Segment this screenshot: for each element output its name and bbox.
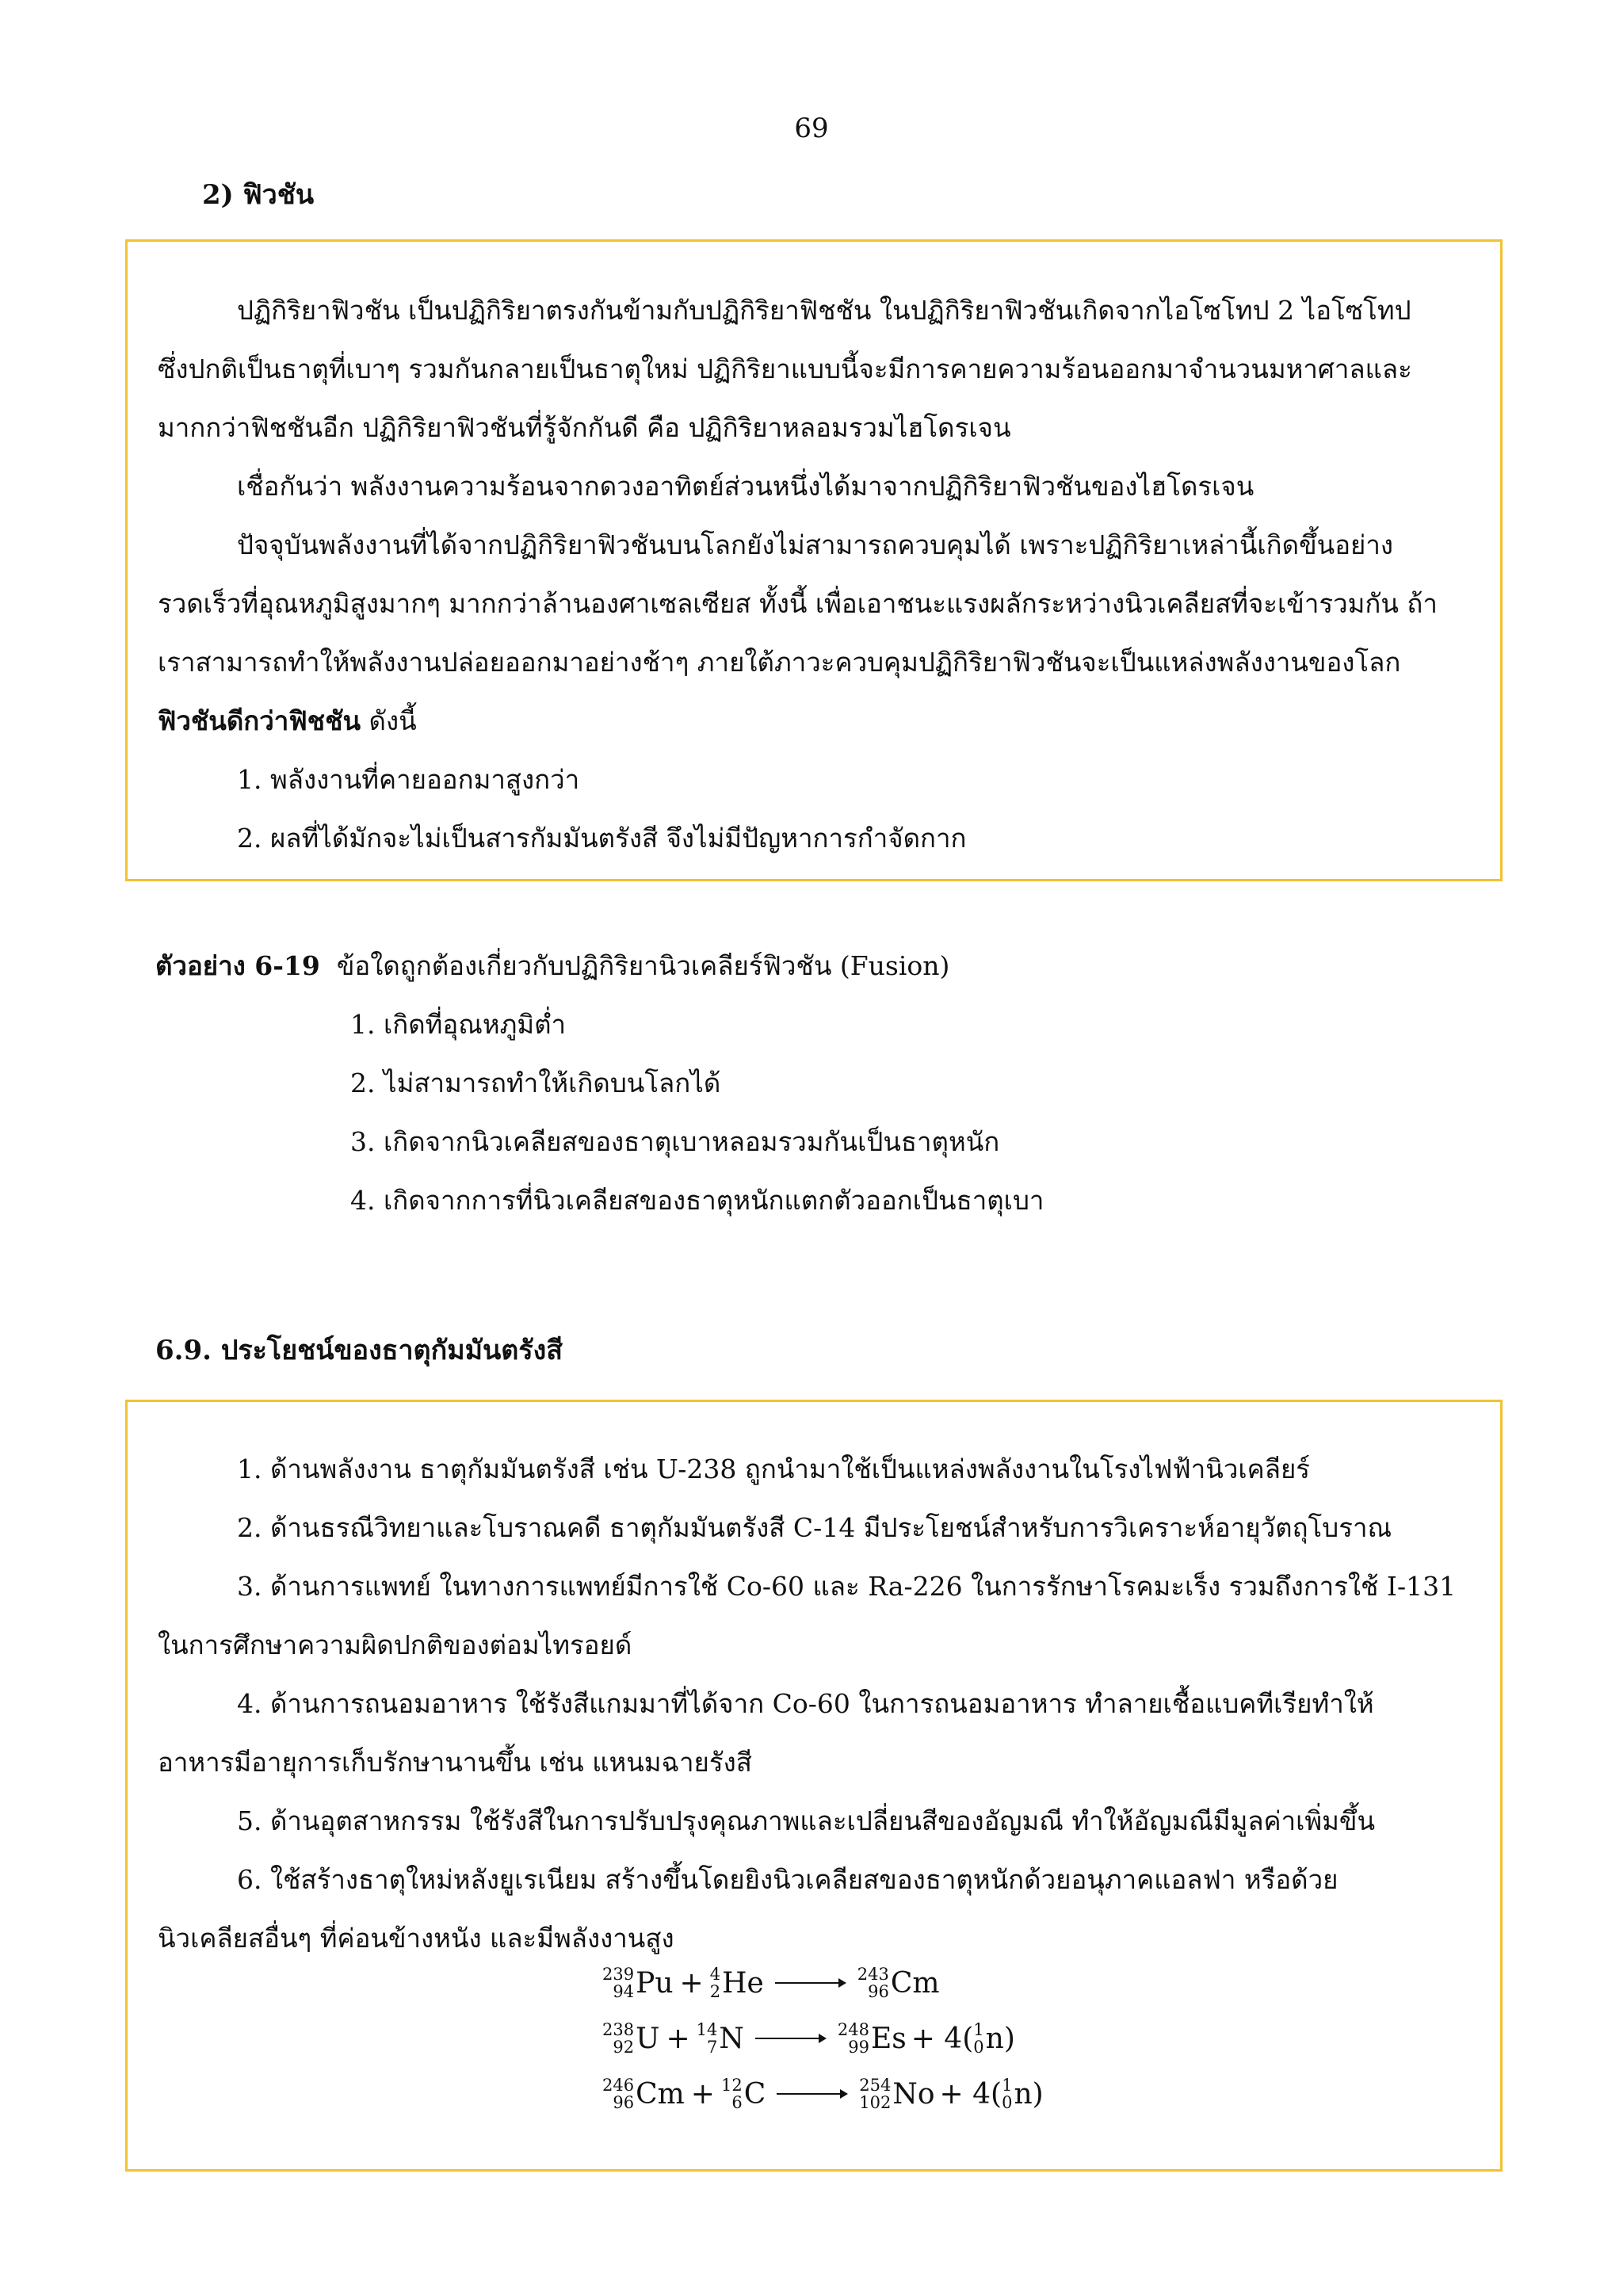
- fusion-better-line: [158, 700, 417, 742]
- example-label: ตัวอย่าง 6-19: [155, 950, 320, 981]
- uses-heading: 6.9. ประโยชน์ของธาตุกัมมันตรังสี: [155, 1335, 563, 1366]
- reaction-arrow: [775, 1969, 846, 1997]
- fusion-point: 1. พลังงานที่คายออกมาสูงกว่า: [237, 764, 580, 795]
- uses-line: 3. ด้านการแพทย์ ในทางการแพทย์มีการใช้ Co-60 และ Ra-226 ในการรักษาโรคมะเร็ง รวมถึงการใช้ I-131: [237, 1571, 1457, 1602]
- uses-line: อาหารมีอายุการเก็บรักษานานขึ้น เช่น แหนมฉายรังสี: [158, 1747, 752, 1778]
- nuclide: 1 0 n: [973, 2020, 1004, 2057]
- fusion-line: รวดเร็วที่อุณหภูมิสูงมากๆ มากกว่าล้านองศาเซลเซียส ทั้งนี้ เพื่อเอาชนะแรงผลักระหว่างนิวเคลียสที่จะเข้ารวมกัน ถ้า: [158, 588, 1438, 619]
- nuclide: 14 7 N: [696, 2020, 744, 2057]
- fusion-line: เราสามารถทำให้พลังงานปล่อยออกมาอย่างช้าๆ ภายใต้ภาวะควบคุมปฏิกิริยาฟิวชันจะเป็นแหล่งพลังงานของโลก: [158, 647, 1401, 678]
- nuclide: 238 92 U: [602, 2020, 660, 2057]
- nuclear-equation-3: 246 96 Cm + 12 6 C 254 102 No + 4( 1 0 n ): [602, 2076, 1044, 2112]
- fusion-better-rest: ดังนี้: [361, 705, 417, 736]
- uses-line: 5. ด้านอุตสาหกรรม ใช้รังสีในการปรับปรุงคุณภาพและเปลี่ยนสีของอัญมณี ทำให้อัญมณีมีมูลค่าเพิ่มขึ้น: [237, 1805, 1376, 1836]
- plus-sign: +: [679, 1966, 704, 2000]
- nuclear-equation-2: 238 92 U + 14 7 N 248 99 Es + 4( 1 0 n ): [602, 2020, 1015, 2057]
- uses-line: 2. ด้านธรณีวิทยาและโบราณคดี ธาตุกัมมันตรังสี C-14 มีประโยชน์สำหรับการวิเคราะห์อายุวัตถุโบราณ: [237, 1512, 1392, 1543]
- reaction-arrow: [777, 2080, 848, 2108]
- fusion-line: ปฏิกิริยาฟิวชัน เป็นปฏิกิริยาตรงกันข้ามกับปฏิกิริยาฟิชชัน ในปฏิกิริยาฟิวชันเกิดจากไอโซโทป 2 ไอโซโทป: [237, 295, 1411, 326]
- fusion-better-bold: ฟิวชันดีกว่าฟิชชัน: [158, 705, 361, 736]
- nuclide: 243 96 Cm: [857, 1965, 940, 2001]
- example-choice: 1. เกิดที่อุณหภูมิต่ำ: [350, 1009, 567, 1040]
- nuclide: 239 94 Pu: [602, 1965, 674, 2001]
- fusion-box: [125, 239, 1503, 881]
- page-number: 69: [794, 113, 829, 144]
- uses-line: 1. ด้านพลังงาน ธาตุกัมมันตรังสี เช่น U-238 ถูกนำมาใช้เป็นแหล่งพลังงานในโรงไฟฟ้านิวเคลียร์: [237, 1454, 1310, 1484]
- nuclide: 248 99 Es: [837, 2020, 907, 2057]
- nuclide: 4 2 He: [709, 1965, 764, 2001]
- fusion-point: 2. ผลที่ได้มักจะไม่เป็นสารกัมมันตรังสี จึงไม่มีปัญหาการกำจัดกาก: [237, 823, 967, 854]
- nuclide: 1 0 n: [1002, 2076, 1033, 2112]
- example-choice: 2. ไม่สามารถทำให้เกิดบนโลกได้: [350, 1068, 721, 1098]
- fusion-line: ปัจจุบันพลังงานที่ได้จากปฏิกิริยาฟิวชันบนโลกยังไม่สามารถควบคุมได้ เพราะปฏิกิริยาเหล่านี้เกิดขึ้นอย่าง: [237, 529, 1393, 560]
- fusion-line: ซึ่งปกติเป็นธาตุที่เบาๆ รวมกันกลายเป็นธาตุใหม่ ปฏิกิริยาแบบนี้จะมีการคายความร้อนออกมาจำนวนมหาศาลและ: [158, 353, 1412, 384]
- plus-sign: +: [690, 2077, 715, 2111]
- uses-line: 4. ด้านการถนอมอาหาร ใช้รังสีแกมมาที่ได้จาก Co-60 ในการถนอมอาหาร ทำลายเชื้อแบคทีเรียทำให้: [237, 1688, 1374, 1719]
- uses-line: นิวเคลียสอื่นๆ ที่ค่อนข้างหนัง และมีพลังงานสูง: [158, 1923, 674, 1954]
- nuclide: 254 102 No: [859, 2076, 935, 2112]
- uses-line: 6. ใช้สร้างธาตุใหม่หลังยูเรเนียม สร้างขึ้นโดยยิงนิวเคลียสของธาตุหนักด้วยอนุภาคแอลฟา หรือด้วย: [237, 1864, 1338, 1895]
- fusion-line: มากกว่าฟิชชันอีก ปฏิกิริยาฟิวชันที่รู้จักกันดี คือ ปฏิกิริยาหลอมรวมไฮโดรเจน: [158, 412, 1011, 443]
- example-question-line: [155, 945, 949, 987]
- nuclide: 12 6 C: [720, 2076, 766, 2112]
- nuclide: 246 96 Cm: [602, 2076, 685, 2112]
- example-question: ข้อใดถูกต้องเกี่ยวกับปฏิกิริยานิวเคลียร์ฟิวชัน (Fusion): [336, 950, 950, 981]
- uses-line: ในการศึกษาความผิดปกติของต่อมไทรอยด์: [158, 1629, 632, 1660]
- fusion-heading: 2) ฟิวชัน: [202, 179, 315, 211]
- nuclear-equation-1: [602, 1966, 940, 2000]
- example-choice: 3. เกิดจากนิวเคลียสของธาตุเบาหลอมรวมกันเป็นธาตุหนัก: [350, 1126, 1000, 1157]
- fusion-line: เชื่อกันว่า พลังงานความร้อนจากดวงอาทิตย์ส่วนหนึ่งได้มาจากปฏิกิริยาฟิวชันของไฮโดรเจน: [237, 471, 1254, 502]
- plus-sign: +: [666, 2022, 690, 2055]
- reaction-arrow: [755, 2024, 827, 2053]
- example-choice: 4. เกิดจากการที่นิวเคลียสของธาตุหนักแตกตัวออกเป็นธาตุเบา: [350, 1185, 1044, 1216]
